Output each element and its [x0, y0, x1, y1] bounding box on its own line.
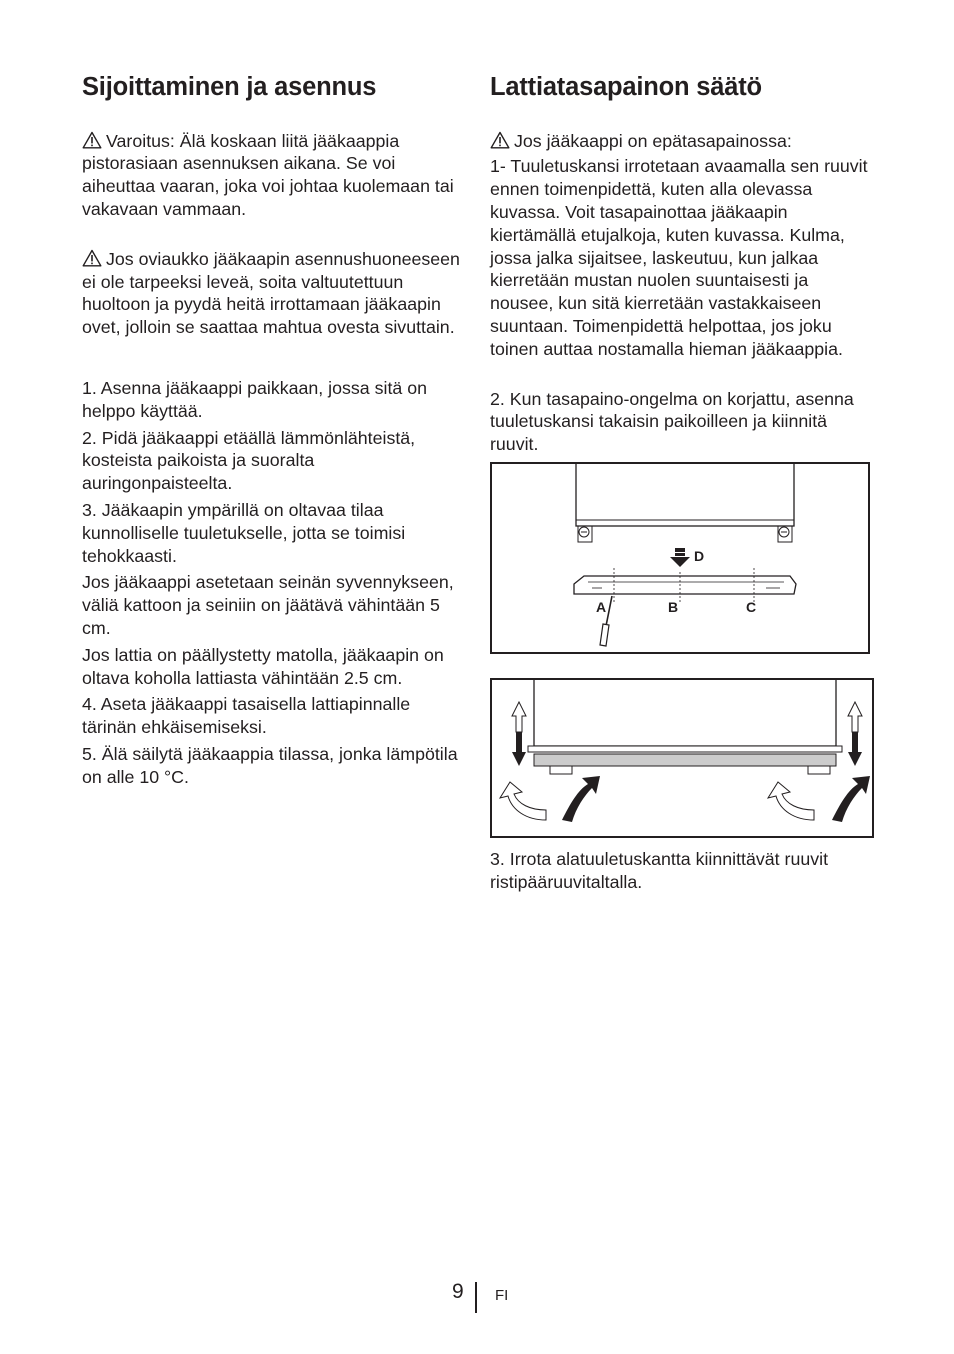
up-arrow-icon — [848, 702, 862, 732]
screw-icon — [779, 527, 789, 537]
rotate-clockwise-icon — [562, 776, 600, 822]
step-3-niche: Jos jääkaappi asetetaan seinän syvennykseen, väliä kattoon ja seiniin on jäätävä vähintään 5 cm. — [82, 572, 454, 638]
warning-paragraph-2 — [82, 248, 462, 339]
vent-cover-icon — [574, 576, 796, 594]
up-arrow-icon — [512, 702, 526, 732]
foot-adjustment-diagram — [492, 680, 872, 836]
page-number: 9 — [452, 1280, 464, 1303]
step-4: 4. Aseta jääkaappi tasaisella lattiapinnalle tärinän ehkäisemiseksi. — [82, 694, 411, 738]
screw-icon — [579, 527, 589, 537]
rotate-counterclockwise-icon — [500, 782, 546, 820]
vent-cover-diagram — [492, 464, 868, 652]
step-2: 2. Pidä jääkaappi etäällä lämmönlähteistä, kosteista paikoista ja suoralta auringonpaisteelta. — [82, 427, 416, 494]
leveling-step-3: 3. Irrota alatuuletuskantta kiinnittävät ruuvit ristipääruuvitaltalla. — [490, 848, 829, 892]
leveling-step-1: 1- Tuuletuskansi irrotetaan avaamalla sen ruuvit ennen toimenpidettä, kuten alla olevassa kuvassa. Voit tasapainottaa jääkaapin kiertämällä etujalkoja, kuten kuvassa. Kulma, jossa jalka sijaitsee, laskeutuu, kun jalkaa kierretään mustan nuolen suuntaisesti ja nousee, kun sitä kierretään vastakkaiseen suuntaan. Toimenpidettä helpottaa, jos joku toinen auttaa nostamalla hieman jääkaappia. — [490, 156, 868, 359]
figure-vent-cover-removal — [490, 462, 870, 654]
step-3-carpet: Jos lattia on päällystetty matolla, jääkaapin on oltava koholla lattiasta vähintään 2.5 cm. — [82, 644, 444, 688]
rotate-clockwise-icon — [832, 776, 870, 822]
section-title-leveling: Lattiatasapainon säätö — [490, 73, 762, 101]
rotate-counterclockwise-icon — [768, 782, 814, 820]
figure-foot-adjustment — [490, 678, 874, 838]
down-arrow-icon — [512, 732, 526, 766]
label-d: D — [694, 547, 705, 564]
warning-text-1: Varoitus: Älä koskaan liitä jääkaappia pistorasiaan asennuksen aikana. Se voi aiheuttaa vaaran, joka voi johtaa kuolemaan tai vakavaan vammaan. — [82, 130, 454, 219]
section-title-installation: Sijoittaminen ja asennus — [82, 73, 377, 101]
warning-triangle-icon — [490, 131, 510, 149]
warning-text-leveling: Jos jääkaappi on epätasapainossa: — [514, 130, 792, 151]
label-b: B — [668, 598, 679, 615]
warning-paragraph-leveling — [490, 130, 875, 153]
down-arrow-icon — [848, 732, 862, 766]
warning-triangle-icon — [82, 249, 102, 267]
warning-text-2: Jos oviaukko jääkaapin asennushuoneeseen ei ole tarpeeksi leveä, soita valtuutettuun huoltoon ja pyydä heitä irrottamaan jääkaapin ovet, jolloin se saattaa mahtua ovesta sivuttain. — [82, 248, 460, 338]
warning-paragraph-1 — [82, 130, 462, 221]
label-c: C — [746, 598, 757, 615]
label-a: A — [596, 598, 607, 615]
down-arrow-icon — [670, 548, 690, 567]
right-column — [490, 72, 875, 894]
language-code: FI — [495, 1287, 509, 1304]
step-1: 1. Asenna jääkaappi paikkaan, jossa sitä on helppo käyttää. — [82, 377, 427, 421]
leveling-step-2: 2. Kun tasapaino-ongelma on korjattu, asenna tuuletuskansi takaisin paikoilleen ja kiinnitä ruuvit. — [490, 388, 854, 455]
step-3: 3. Jääkaapin ympärillä on oltavaa tilaa kunnolliselle tuuletukselle, jotta se toimisi tehokkaasti. — [82, 499, 406, 566]
warning-triangle-icon — [82, 131, 102, 149]
footer-divider — [475, 1282, 477, 1313]
step-5: 5. Älä säilytä jääkaappia tilassa, jonka lämpötila on alle 10 °C. — [82, 743, 458, 787]
left-column — [82, 72, 462, 793]
